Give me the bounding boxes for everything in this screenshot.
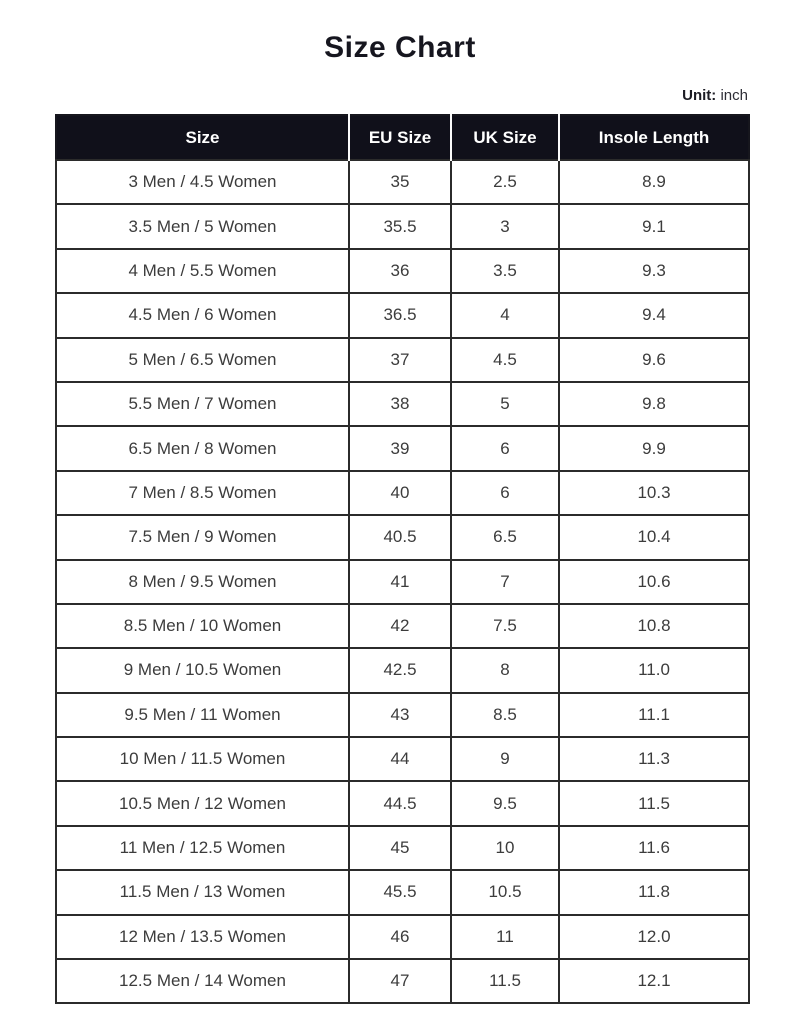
cell-insole-length: 10.4: [559, 515, 749, 559]
table-row: [56, 160, 749, 204]
cell-insole-length: 11.8: [559, 870, 749, 914]
cell-insole-length: 12.0: [559, 915, 749, 959]
cell-eu-size: 46: [349, 915, 451, 959]
cell-size: 9.5 Men / 11 Women: [56, 693, 349, 737]
table-row: [56, 426, 749, 470]
cell-size: 5 Men / 6.5 Women: [56, 338, 349, 382]
cell-insole-length: 9.8: [559, 382, 749, 426]
cell-eu-size: 38: [349, 382, 451, 426]
cell-size: 10.5 Men / 12 Women: [56, 781, 349, 825]
cell-eu-size: 41: [349, 560, 451, 604]
cell-insole-length: 10.6: [559, 560, 749, 604]
cell-uk-size: 3.5: [451, 249, 559, 293]
cell-insole-length: 12.1: [559, 959, 749, 1003]
cell-uk-size: 8: [451, 648, 559, 692]
cell-size: 8 Men / 9.5 Women: [56, 560, 349, 604]
cell-uk-size: 10.5: [451, 870, 559, 914]
cell-insole-length: 9.1: [559, 204, 749, 248]
column-header-eu-size: EU Size: [349, 115, 451, 160]
cell-size: 11 Men / 12.5 Women: [56, 826, 349, 870]
cell-insole-length: 9.4: [559, 293, 749, 337]
table-row: [56, 781, 749, 825]
cell-size: 6.5 Men / 8 Women: [56, 426, 349, 470]
cell-eu-size: 42: [349, 604, 451, 648]
cell-insole-length: 9.3: [559, 249, 749, 293]
cell-uk-size: 6: [451, 471, 559, 515]
table-row: [56, 648, 749, 692]
cell-uk-size: 11.5: [451, 959, 559, 1003]
cell-size: 10 Men / 11.5 Women: [56, 737, 349, 781]
cell-insole-length: 10.8: [559, 604, 749, 648]
table-row: [56, 915, 749, 959]
cell-insole-length: 10.3: [559, 471, 749, 515]
cell-size: 7.5 Men / 9 Women: [56, 515, 349, 559]
table-header: [56, 115, 749, 160]
table-row: [56, 471, 749, 515]
cell-eu-size: 45: [349, 826, 451, 870]
table-row: [56, 515, 749, 559]
cell-size: 4 Men / 5.5 Women: [56, 249, 349, 293]
cell-insole-length: 11.1: [559, 693, 749, 737]
cell-uk-size: 3: [451, 204, 559, 248]
table-row: [56, 204, 749, 248]
cell-size: 7 Men / 8.5 Women: [56, 471, 349, 515]
cell-eu-size: 42.5: [349, 648, 451, 692]
cell-size: 5.5 Men / 7 Women: [56, 382, 349, 426]
table-row: [56, 382, 749, 426]
cell-size: 12.5 Men / 14 Women: [56, 959, 349, 1003]
table-row: [56, 604, 749, 648]
column-header-size: Size: [56, 115, 349, 160]
cell-eu-size: 37: [349, 338, 451, 382]
cell-size: 9 Men / 10.5 Women: [56, 648, 349, 692]
cell-eu-size: 36: [349, 249, 451, 293]
table-row: [56, 693, 749, 737]
unit-line: [0, 87, 748, 104]
cell-uk-size: 6.5: [451, 515, 559, 559]
cell-eu-size: 40.5: [349, 515, 451, 559]
cell-insole-length: 11.0: [559, 648, 749, 692]
cell-insole-length: 9.6: [559, 338, 749, 382]
table-row: [56, 826, 749, 870]
cell-eu-size: 35: [349, 160, 451, 204]
cell-eu-size: 44.5: [349, 781, 451, 825]
unit-label: Unit:: [682, 87, 717, 104]
cell-eu-size: 35.5: [349, 204, 451, 248]
table-header-row: [56, 115, 749, 160]
cell-size: 3 Men / 4.5 Women: [56, 160, 349, 204]
cell-size: 8.5 Men / 10 Women: [56, 604, 349, 648]
cell-uk-size: 5: [451, 382, 559, 426]
size-table-body: [56, 160, 749, 1003]
table-row: [56, 870, 749, 914]
table-row: [56, 249, 749, 293]
cell-uk-size: 8.5: [451, 693, 559, 737]
cell-size: 11.5 Men / 13 Women: [56, 870, 349, 914]
cell-uk-size: 4.5: [451, 338, 559, 382]
cell-insole-length: 9.9: [559, 426, 749, 470]
page-title: Size Chart: [324, 31, 476, 64]
column-header-insole-length: Insole Length: [559, 115, 749, 160]
table-row: [56, 959, 749, 1003]
cell-insole-length: 11.3: [559, 737, 749, 781]
cell-uk-size: 11: [451, 915, 559, 959]
cell-insole-length: 11.6: [559, 826, 749, 870]
cell-eu-size: 47: [349, 959, 451, 1003]
cell-uk-size: 6: [451, 426, 559, 470]
cell-eu-size: 36.5: [349, 293, 451, 337]
cell-eu-size: 45.5: [349, 870, 451, 914]
cell-size: 4.5 Men / 6 Women: [56, 293, 349, 337]
cell-insole-length: 11.5: [559, 781, 749, 825]
cell-eu-size: 39: [349, 426, 451, 470]
cell-uk-size: 4: [451, 293, 559, 337]
table-row: [56, 560, 749, 604]
cell-uk-size: 7: [451, 560, 559, 604]
table-row: [56, 293, 749, 337]
table-row: [56, 737, 749, 781]
cell-eu-size: 43: [349, 693, 451, 737]
cell-uk-size: 7.5: [451, 604, 559, 648]
cell-eu-size: 40: [349, 471, 451, 515]
unit-value: inch: [720, 87, 748, 104]
cell-uk-size: 10: [451, 826, 559, 870]
column-header-uk-size: UK Size: [451, 115, 559, 160]
cell-eu-size: 44: [349, 737, 451, 781]
cell-uk-size: 9: [451, 737, 559, 781]
size-chart-table: [55, 114, 750, 1004]
cell-size: 12 Men / 13.5 Women: [56, 915, 349, 959]
cell-size: 3.5 Men / 5 Women: [56, 204, 349, 248]
cell-uk-size: 2.5: [451, 160, 559, 204]
cell-uk-size: 9.5: [451, 781, 559, 825]
table-row: [56, 338, 749, 382]
cell-insole-length: 8.9: [559, 160, 749, 204]
